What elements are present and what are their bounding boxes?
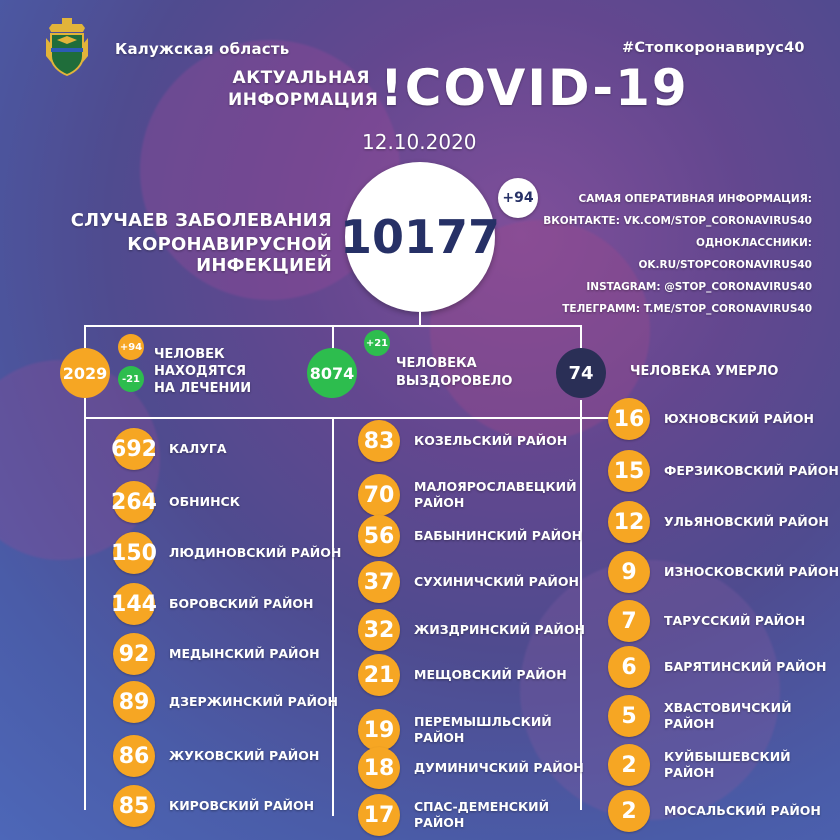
- district-row: [358, 515, 582, 557]
- title-small-2: ИНФОРМАЦИЯ: [228, 90, 379, 110]
- cases-delta-value: +94: [502, 190, 534, 206]
- district-name-line-1: КОЗЕЛЬСКИЙ РАЙОН: [414, 433, 568, 448]
- district-count: 83: [358, 420, 400, 462]
- treatment-circle: [60, 348, 110, 398]
- coat-of-arms-icon: [44, 16, 90, 78]
- district-count: 16: [608, 398, 650, 440]
- district-row: [113, 532, 341, 574]
- info-telegram: ТЕЛЕГРАММ: T.ME/STOP_CORONAVIRUS40: [562, 303, 812, 315]
- treatment-label-1: ЧЕЛОВЕК: [154, 347, 225, 362]
- district-row: [608, 790, 821, 832]
- district-count: 5: [608, 695, 650, 737]
- district-count: 2: [608, 744, 650, 786]
- treatment-label-3: НА ЛЕЧЕНИИ: [154, 381, 252, 396]
- district-name-line-1: БАРЯТИНСКИЙ РАЙОН: [664, 659, 827, 674]
- district-row: [358, 709, 552, 751]
- district-name: [664, 463, 839, 479]
- district-name: [664, 700, 840, 732]
- district-name-line-1: СУХИНИЧСКИЙ РАЙОН: [414, 574, 579, 589]
- recovered-plus-badge: [364, 330, 390, 356]
- info-instagram: INSTAGRAM: @STOP_CORONAVIRUS40: [586, 281, 812, 293]
- district-row: [113, 785, 314, 827]
- died-circle: [556, 348, 606, 398]
- info-ok: ОДНОКЛАССНИКИ: OK.RU/STOPCORONAVIRUS40: [638, 237, 812, 271]
- district-count: 6: [608, 646, 650, 688]
- district-name-line-1: УЛЬЯНОВСКИЙ РАЙОН: [664, 514, 829, 529]
- district-row: [608, 646, 827, 688]
- district-count: 56: [358, 515, 400, 557]
- district-row: [113, 633, 320, 675]
- district-name-line-1: ДЗЕРЖИНСКИЙ РАЙОН: [169, 694, 338, 709]
- district-count: 7: [608, 600, 650, 642]
- district-count: 19: [358, 709, 400, 751]
- connector-line: [419, 312, 421, 326]
- district-name-line-1: ЛЮДИНОВСКИЙ РАЙОН: [169, 545, 342, 560]
- region-name: Калужская область: [115, 40, 290, 58]
- recovered-plus: +21: [365, 337, 389, 349]
- connector-line: [332, 418, 334, 816]
- district-name-line-1: ОБНИНСК: [169, 494, 240, 509]
- district-row: [608, 744, 840, 786]
- info-block: [520, 188, 812, 320]
- district-name-line-1: МОСАЛЬСКИЙ РАЙОН: [664, 803, 821, 818]
- district-count: 12: [608, 501, 650, 543]
- district-name: [169, 596, 314, 612]
- district-row: [358, 747, 584, 789]
- treatment-label-2: НАХОДЯТСЯ: [154, 364, 247, 379]
- district-name-line-1: ЮХНОВСКИЙ РАЙОН: [664, 411, 814, 426]
- district-name-line-1: ХВАСТОВИЧСКИЙ РАЙОН: [664, 700, 792, 731]
- district-name: [664, 514, 829, 530]
- district-name: [169, 545, 341, 561]
- district-row: [608, 600, 805, 642]
- district-count: 18: [358, 747, 400, 789]
- district-name: [414, 574, 579, 590]
- district-name: [169, 694, 338, 710]
- district-name: [664, 749, 840, 781]
- treatment-value: 2029: [62, 363, 108, 383]
- recovered-label: [396, 355, 512, 391]
- district-name: [169, 798, 314, 814]
- district-count: 264: [113, 481, 155, 523]
- district-count: 89: [113, 681, 155, 723]
- district-name: [664, 659, 827, 675]
- district-name-line-1: КАЛУГА: [169, 441, 227, 456]
- title-small-1: АКТУАЛЬНАЯ: [232, 68, 370, 88]
- district-row: [608, 551, 839, 593]
- cases-total-circle: [339, 162, 501, 312]
- cases-total-value: 10177: [339, 210, 501, 264]
- treatment-plus: +94: [119, 341, 143, 353]
- district-count: 692: [113, 428, 155, 470]
- district-count: 150: [113, 532, 155, 574]
- connector-line: [84, 396, 86, 418]
- district-count: 86: [113, 735, 155, 777]
- recovered-label-1: ЧЕЛОВЕКА: [396, 356, 477, 371]
- district-row: [113, 481, 240, 523]
- district-name: [414, 799, 549, 831]
- district-name: [414, 622, 585, 638]
- district-name: [414, 479, 577, 511]
- cases-label-2: КОРОНАВИРУСНОЙ ИНФЕКЦИЕЙ: [127, 234, 332, 276]
- district-name: [664, 803, 821, 819]
- district-count: 144: [113, 583, 155, 625]
- cases-label-1: СЛУЧАЕВ ЗАБОЛЕВАНИЯ: [70, 210, 332, 231]
- recovered-label-2: ВЫЗДОРОВЕЛО: [396, 374, 513, 389]
- district-name-line-1: КУЙБЫШЕВСКИЙ РАЙОН: [664, 749, 791, 780]
- district-row: [358, 474, 577, 516]
- district-count: 17: [358, 794, 400, 836]
- district-row: [113, 681, 338, 723]
- district-name-line-1: ТАРУССКИЙ РАЙОН: [664, 613, 806, 628]
- district-name-line-2: РАЙОН: [414, 495, 465, 510]
- district-row: [113, 735, 319, 777]
- district-name: [664, 613, 805, 629]
- date: 12.10.2020: [362, 130, 477, 154]
- district-name: [664, 411, 814, 427]
- district-row: [358, 654, 567, 696]
- died-value: 74: [568, 362, 594, 384]
- info-title: САМАЯ ОПЕРАТИВНАЯ ИНФОРМАЦИЯ:: [578, 193, 812, 205]
- district-name: [169, 646, 320, 662]
- district-name-line-2: РАЙОН: [414, 730, 465, 745]
- district-name-line-1: ФЕРЗИКОВСКИЙ РАЙОН: [664, 463, 839, 478]
- died-label: ЧЕЛОВЕКА УМЕРЛО: [630, 364, 779, 379]
- district-name-line-1: БОРОВСКИЙ РАЙОН: [169, 596, 314, 611]
- district-name-line-1: ПЕРЕМЫШЛЬСКИЙ: [414, 714, 552, 729]
- district-name-line-1: ИЗНОСКОВСКИЙ РАЙОН: [664, 564, 840, 579]
- treatment-label: [154, 346, 251, 397]
- district-name-line-1: СПАС-ДЕМЕНСКИЙ: [414, 799, 550, 814]
- district-count: 15: [608, 450, 650, 492]
- district-count: 9: [608, 551, 650, 593]
- treatment-minus: -21: [121, 373, 141, 385]
- district-row: [608, 501, 829, 543]
- district-count: 92: [113, 633, 155, 675]
- district-count: 21: [358, 654, 400, 696]
- district-row: [113, 583, 314, 625]
- district-name: [414, 667, 567, 683]
- district-row: [358, 420, 567, 462]
- district-name-line-1: МЕДЫНСКИЙ РАЙОН: [169, 646, 320, 661]
- district-name: [414, 433, 567, 449]
- recovered-circle: [307, 348, 357, 398]
- district-row: [113, 428, 227, 470]
- district-row: [608, 695, 840, 737]
- district-row: [608, 450, 839, 492]
- district-name: [169, 494, 240, 510]
- district-name-line-1: КИРОВСКИЙ РАЙОН: [169, 798, 315, 813]
- district-name-line-1: ДУМИНИЧСКИЙ РАЙОН: [414, 760, 584, 775]
- district-row: [358, 561, 579, 603]
- district-count: 37: [358, 561, 400, 603]
- recovered-value: 8074: [309, 363, 355, 383]
- district-count: 32: [358, 609, 400, 651]
- district-row: [608, 398, 814, 440]
- district-count: 2: [608, 790, 650, 832]
- district-row: [358, 794, 549, 836]
- district-name: [414, 714, 552, 746]
- district-name: [414, 528, 582, 544]
- district-name-line-1: МАЛОЯРОСЛАВЕЦКИЙ: [414, 479, 577, 494]
- district-name: [414, 760, 584, 776]
- district-name-line-1: БАБЫНИНСКИЙ РАЙОН: [414, 528, 583, 543]
- district-name: [169, 441, 227, 457]
- district-count: 70: [358, 474, 400, 516]
- district-name: [169, 748, 319, 764]
- district-name-line-1: МЕЩОВСКИЙ РАЙОН: [414, 667, 567, 682]
- title-big: !COVID-19: [380, 59, 689, 117]
- district-name-line-2: РАЙОН: [414, 815, 465, 830]
- district-name-line-1: ЖИЗДРИНСКИЙ РАЙОН: [414, 622, 585, 637]
- district-name: [664, 564, 839, 580]
- hashtag: #Стопкоронавирус40: [622, 40, 805, 56]
- district-row: [358, 609, 585, 651]
- connector-line: [84, 418, 86, 810]
- treatment-minus-badge: [118, 366, 144, 392]
- treatment-plus-badge: [118, 334, 144, 360]
- connector-line: [84, 417, 612, 419]
- district-count: 85: [113, 785, 155, 827]
- info-vk: ВКОНТАКТЕ: VK.COM/STOP_CORONAVIRUS40: [543, 215, 812, 227]
- district-name-line-1: ЖУКОВСКИЙ РАЙОН: [169, 748, 320, 763]
